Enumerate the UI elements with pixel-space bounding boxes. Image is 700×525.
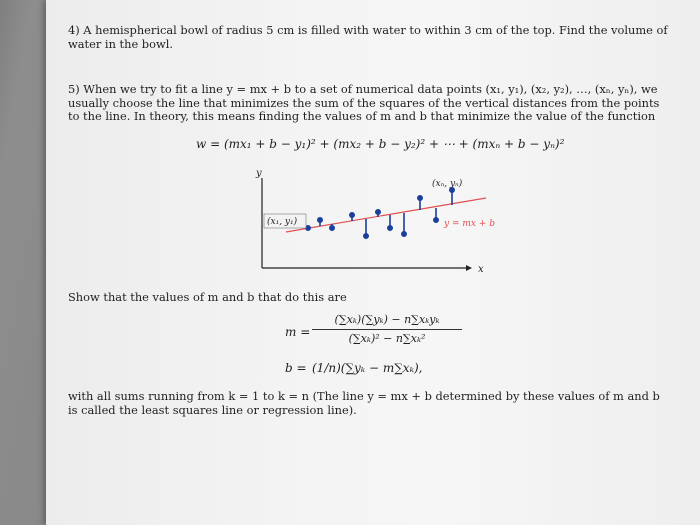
data-point: [434, 218, 438, 222]
data-point: [350, 213, 354, 217]
show-text: Show that the values of m and b that do this are: [68, 290, 347, 304]
data-point: [364, 234, 368, 238]
function-w-equation: w = (mx₁ + b − y₁)² + (mx₂ + b − y₂)² + ⋯ + (mxₙ + b − yₙ)²: [196, 137, 565, 151]
last-point-label: (xₙ, yₙ): [432, 179, 463, 189]
textbook-page: [46, 0, 700, 525]
data-point: [402, 232, 406, 236]
b-label: b =: [285, 361, 307, 375]
regression-figure: [226, 168, 526, 288]
data-point: [318, 218, 322, 222]
m-label: m =: [285, 325, 311, 339]
data-point: [418, 196, 422, 200]
data-point-first: [306, 226, 310, 230]
b-expression: (1/n)(∑yₖ − m∑xₖ),: [312, 361, 423, 375]
regression-line-label: y = mx + b: [444, 219, 495, 229]
closing-text: with all sums running from k = 1 to k = n (The line y = mx + b determined by these values of m and b is called the least squares line or regression line).: [68, 389, 660, 417]
y-axis-label: y: [256, 168, 262, 179]
data-point: [376, 210, 380, 214]
x-axis-arrow: [466, 265, 472, 271]
problem-4-text: 4) A hemispherical bowl of radius 5 cm is filled with water to within 3 cm of the top. Find the volume of water in the bowl.: [68, 23, 668, 51]
problem-5-intro: 5) When we try to fit a line y = mx + b to a set of numerical data points (x₁, y₁), (x₂, y₂), …, (xₙ, yₙ), we usually choose the line that minimizes the sum of the squares of the vertical distances from the points to the line. In theory, this means finding the values of m and b that minimize the value of the function: [68, 82, 660, 124]
data-point: [388, 226, 392, 230]
m-fraction-bar: [312, 329, 462, 330]
x-axis-label: x: [478, 264, 484, 275]
m-numerator: (∑xₖ)(∑yₖ) − n∑xₖyₖ: [334, 313, 440, 326]
first-point-label: (x₁, y₁): [267, 217, 298, 227]
data-point: [330, 226, 334, 230]
data-points: [306, 188, 454, 238]
m-denominator: (∑xₖ)² − n∑xₖ²: [348, 332, 426, 345]
